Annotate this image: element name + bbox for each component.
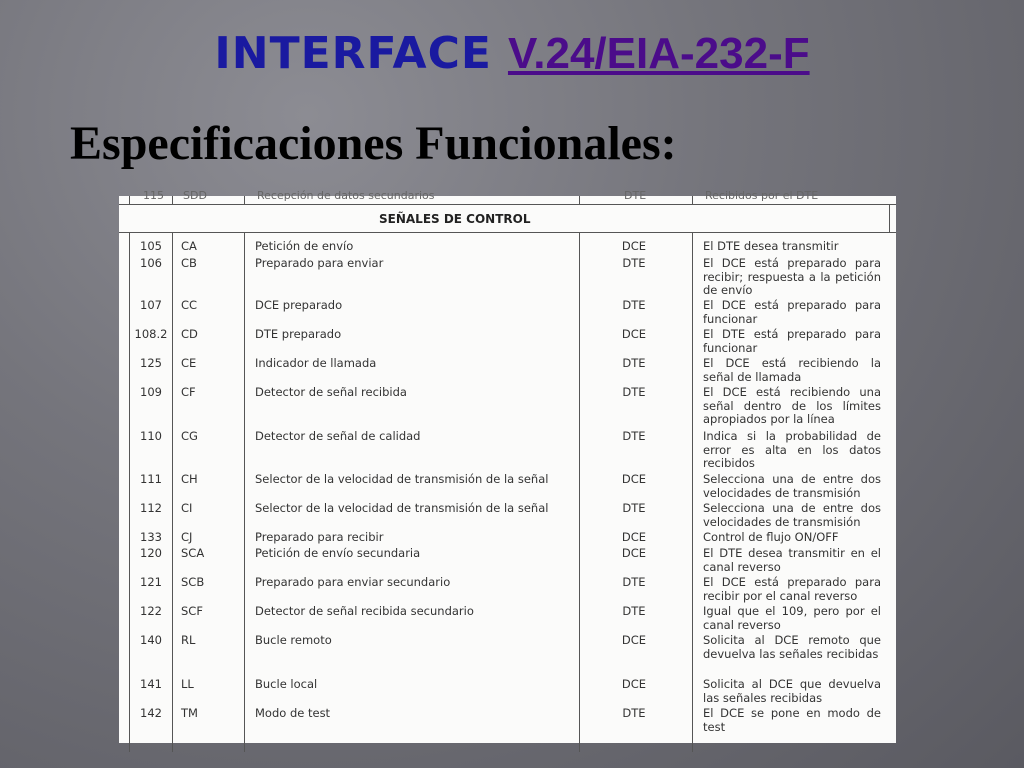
row-source: DCE — [621, 472, 647, 486]
row-code: CB — [181, 256, 197, 270]
row-description: Solicita al DCE que devuelva las señales recibidas — [703, 677, 881, 705]
row-source: DTE — [622, 385, 646, 399]
rule-v1 — [172, 232, 173, 752]
row-number: 106 — [140, 256, 162, 270]
row-code: CD — [181, 327, 198, 341]
row-code: LL — [181, 677, 194, 691]
row-code: RL — [181, 633, 196, 647]
row-description: El DTE desea transmitir — [703, 239, 839, 253]
slide-title — [0, 28, 1024, 79]
scanned-table — [119, 189, 896, 743]
row-code: CG — [181, 429, 198, 443]
row-source: DCE — [621, 239, 647, 253]
row-description: El DCE está preparado para funcionar — [703, 298, 881, 326]
rule-top — [119, 204, 896, 205]
row-source: DCE — [621, 677, 647, 691]
row-code: TM — [181, 706, 198, 720]
row-code: SCA — [181, 546, 205, 560]
row-function: Detector de señal de calidad — [255, 429, 421, 443]
row-function: Modo de test — [255, 706, 331, 720]
row-source: DTE — [622, 356, 646, 370]
row-description: El DTE desea transmitir en el canal reverso — [703, 546, 881, 574]
row-number: 111 — [140, 472, 162, 486]
row-description: Selecciona una de entre dos velocidades de transmisión — [703, 472, 881, 500]
row-function: Bucle local — [255, 677, 318, 691]
row-source: DCE — [621, 530, 647, 544]
fragment-num: 115 — [143, 189, 164, 202]
row-number: 122 — [140, 604, 162, 618]
row-source: DCE — [621, 633, 647, 647]
row-description: El DTE está preparado para funcionar — [703, 327, 881, 355]
row-description: El DCE está preparado para recibir por el canal reverso — [703, 575, 881, 603]
rule-v3-frag — [579, 196, 580, 204]
row-function: Detector de señal recibida secundario — [255, 604, 474, 618]
rule-v3 — [579, 232, 580, 752]
row-code: CA — [181, 239, 197, 253]
row-function: DTE preparado — [255, 327, 342, 341]
row-source: DCE — [621, 546, 647, 560]
row-number: 107 — [140, 298, 162, 312]
rule-header — [119, 232, 896, 233]
row-function: Selector de la velocidad de transmisión de la señal — [255, 472, 549, 486]
row-number: 112 — [140, 501, 162, 515]
fragment-func: Recepción de datos secundarios — [257, 189, 435, 202]
row-code: SCB — [181, 575, 205, 589]
row-description: Igual que el 109, pero por el canal reverso — [703, 604, 881, 632]
row-function: Indicador de llamada — [255, 356, 377, 370]
row-function: Selector de la velocidad de transmisión de la señal — [255, 501, 549, 515]
row-description: El DCE está preparado para recibir; respuesta a la petición de envío — [703, 256, 881, 297]
rule-v1-frag — [172, 196, 173, 204]
row-function: Preparado para recibir — [255, 530, 384, 544]
row-function: DCE preparado — [255, 298, 343, 312]
row-source: DTE — [622, 501, 646, 515]
row-source: DCE — [621, 327, 647, 341]
row-description: Selecciona una de entre dos velocidades de transmisión — [703, 501, 881, 529]
row-description: El DCE está recibiendo una señal dentro de los límites apropiados por la línea — [703, 385, 881, 426]
fragment-code: SDD — [183, 189, 207, 202]
row-code: CJ — [181, 530, 193, 544]
row-number: 141 — [140, 677, 162, 691]
fragment-desc: Recibidos por el DTE — [705, 189, 819, 202]
row-source: DTE — [622, 604, 646, 618]
section-header: SEÑALES DE CONTROL — [379, 212, 531, 226]
row-number: 109 — [140, 385, 162, 399]
row-number: 133 — [140, 530, 162, 544]
row-function: Preparado para enviar — [255, 256, 384, 270]
rule-v4-frag — [692, 196, 693, 204]
row-description: Control de flujo ON/OFF — [703, 530, 839, 544]
row-source: DTE — [622, 706, 646, 720]
row-number: 125 — [140, 356, 162, 370]
rule-right-header — [889, 204, 890, 232]
row-number: 121 — [140, 575, 162, 589]
slide-subtitle: Especificaciones Funcionales: — [70, 117, 677, 170]
row-number: 140 — [140, 633, 162, 647]
row-function: Petición de envío secundaria — [255, 546, 421, 560]
row-description: Indica si la probabilidad de error es alta en los datos recibidos — [703, 429, 881, 470]
fragment-src: DTE — [624, 189, 647, 202]
row-code: CF — [181, 385, 196, 399]
row-source: DTE — [622, 298, 646, 312]
rule-v2 — [244, 232, 245, 752]
row-code: CH — [181, 472, 198, 486]
row-number: 110 — [140, 429, 162, 443]
row-description: El DCE está recibiendo la señal de llamada — [703, 356, 881, 384]
row-source: DTE — [622, 429, 646, 443]
row-description: El DCE se pone en modo de test — [703, 706, 881, 734]
row-code: CI — [181, 501, 193, 515]
row-number: 105 — [140, 239, 162, 253]
title-link[interactable]: V.24/EIA-232-F — [507, 29, 810, 78]
row-function: Preparado para enviar secundario — [255, 575, 451, 589]
row-number: 142 — [140, 706, 162, 720]
row-source: DTE — [622, 575, 646, 589]
rule-v0 — [129, 232, 130, 752]
rule-v4 — [692, 232, 693, 752]
row-description: Solicita al DCE remoto que devuelva las señales recibidas — [703, 633, 881, 661]
row-code: CE — [181, 356, 197, 370]
row-function: Petición de envío — [255, 239, 354, 253]
row-code: CC — [181, 298, 198, 312]
row-function: Bucle remoto — [255, 633, 332, 647]
row-number: 120 — [140, 546, 162, 560]
rule-v0-frag — [129, 196, 130, 204]
row-source: DTE — [622, 256, 646, 270]
title-main: INTERFACE — [214, 28, 492, 79]
row-function: Detector de señal recibida — [255, 385, 407, 399]
rule-v2-frag — [244, 196, 245, 204]
row-number: 108.2 — [134, 327, 168, 341]
row-code: SCF — [181, 604, 203, 618]
